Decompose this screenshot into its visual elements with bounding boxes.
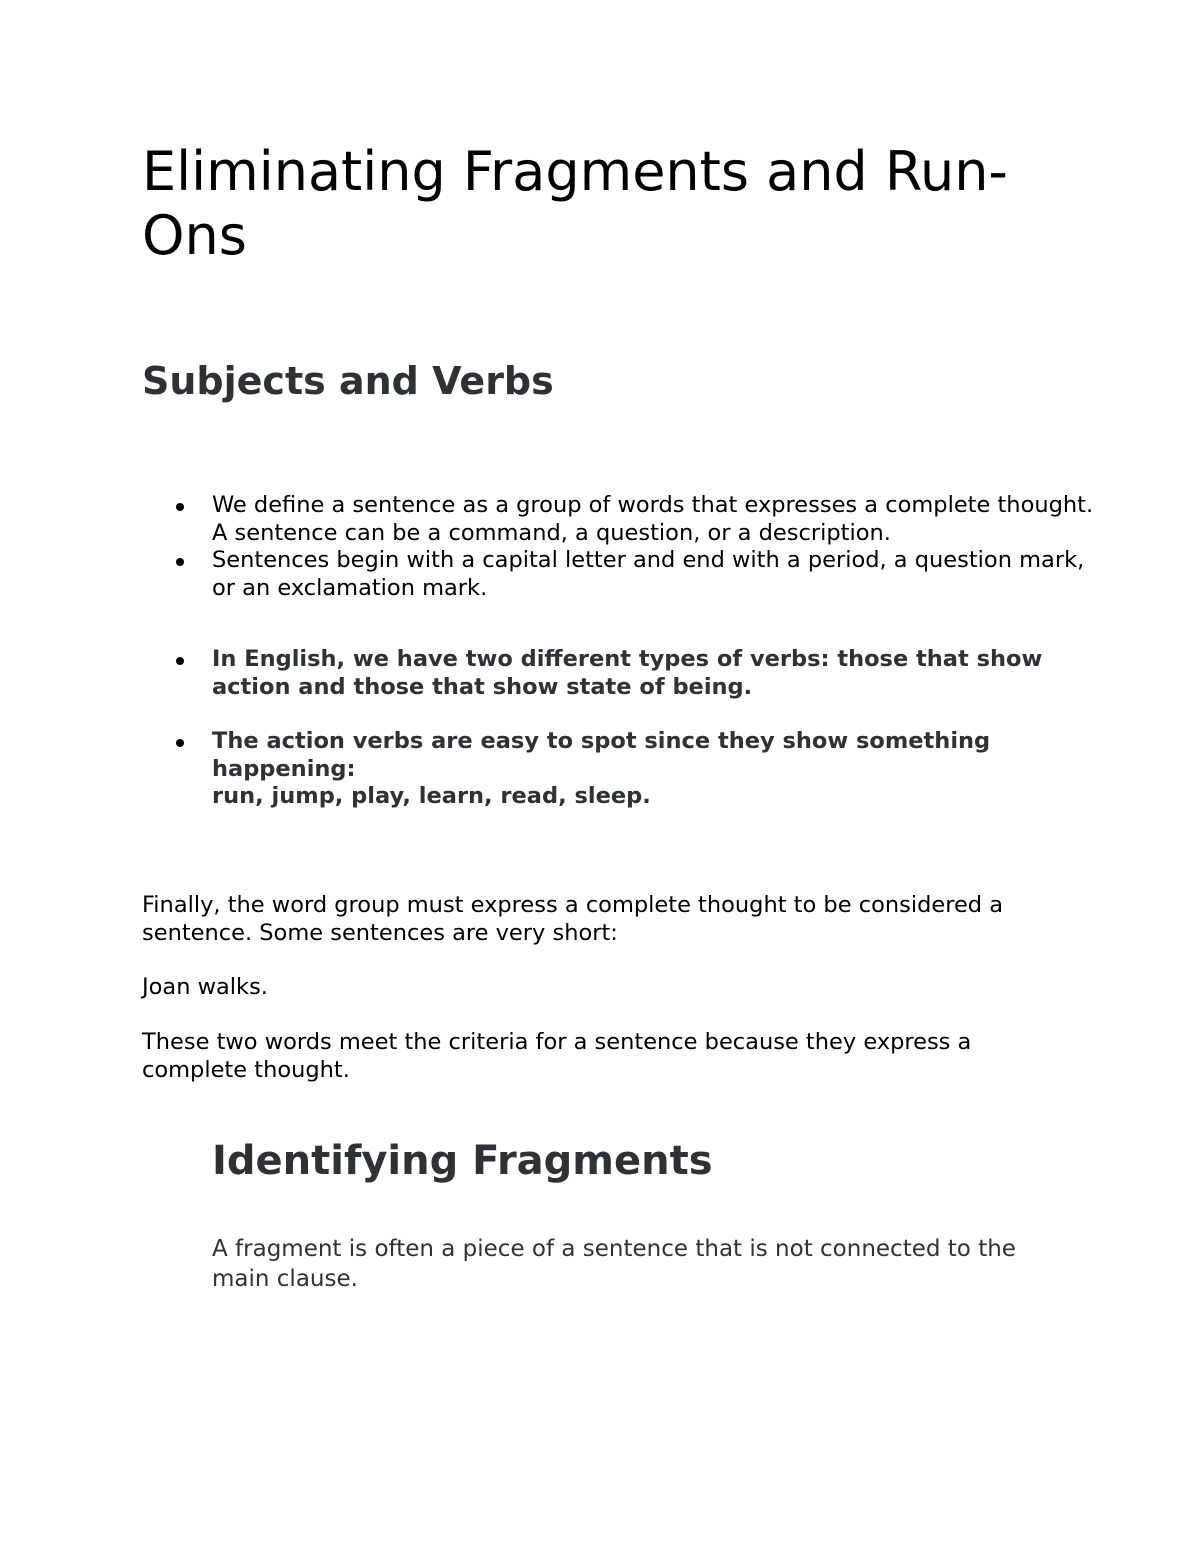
example-sentence: Joan walks. — [142, 974, 268, 1000]
paragraph: A fragment is often a piece of a sentence that is not connected to the main clause. — [212, 1236, 1016, 1292]
document-title: Eliminating Fragments and Run-Ons — [142, 140, 1008, 267]
bullet-list-verbs — [142, 646, 1102, 811]
bullet-list-definitions — [142, 492, 1102, 602]
action-verb-examples: run, jump, play, learn, read, sleep. — [212, 783, 651, 809]
list-item-text: The action verbs are easy to spot since they show something happening: — [212, 728, 991, 782]
list-item-text: In English, we have two different types of verbs: those that show action and those that show state of being. — [212, 646, 1043, 700]
paragraph: These two words meet the criteria for a sentence because they express a complete thought. — [142, 1029, 972, 1083]
bullet-icon — [176, 657, 184, 665]
list-item — [142, 547, 1102, 602]
paragraph: Finally, the word group must express a complete thought to be considered a sentence. Some sentences are very short: — [142, 892, 1004, 946]
list-item — [142, 646, 1102, 701]
list-item-text: We define a sentence as a group of words that expresses a complete thought. A sentence can be a command, a question, or a description. — [212, 492, 1094, 546]
list-item — [142, 728, 1102, 811]
bullet-icon — [176, 739, 184, 747]
list-item — [142, 492, 1102, 547]
bullet-icon — [176, 558, 184, 566]
bullet-icon — [176, 503, 184, 511]
section-heading-subjects-and-verbs: Subjects and Verbs — [142, 359, 554, 403]
list-item-text: Sentences begin with a capital letter and end with a period, a question mark, or an exclamation mark. — [212, 547, 1085, 601]
section-heading-identifying-fragments: Identifying Fragments — [212, 1138, 713, 1184]
